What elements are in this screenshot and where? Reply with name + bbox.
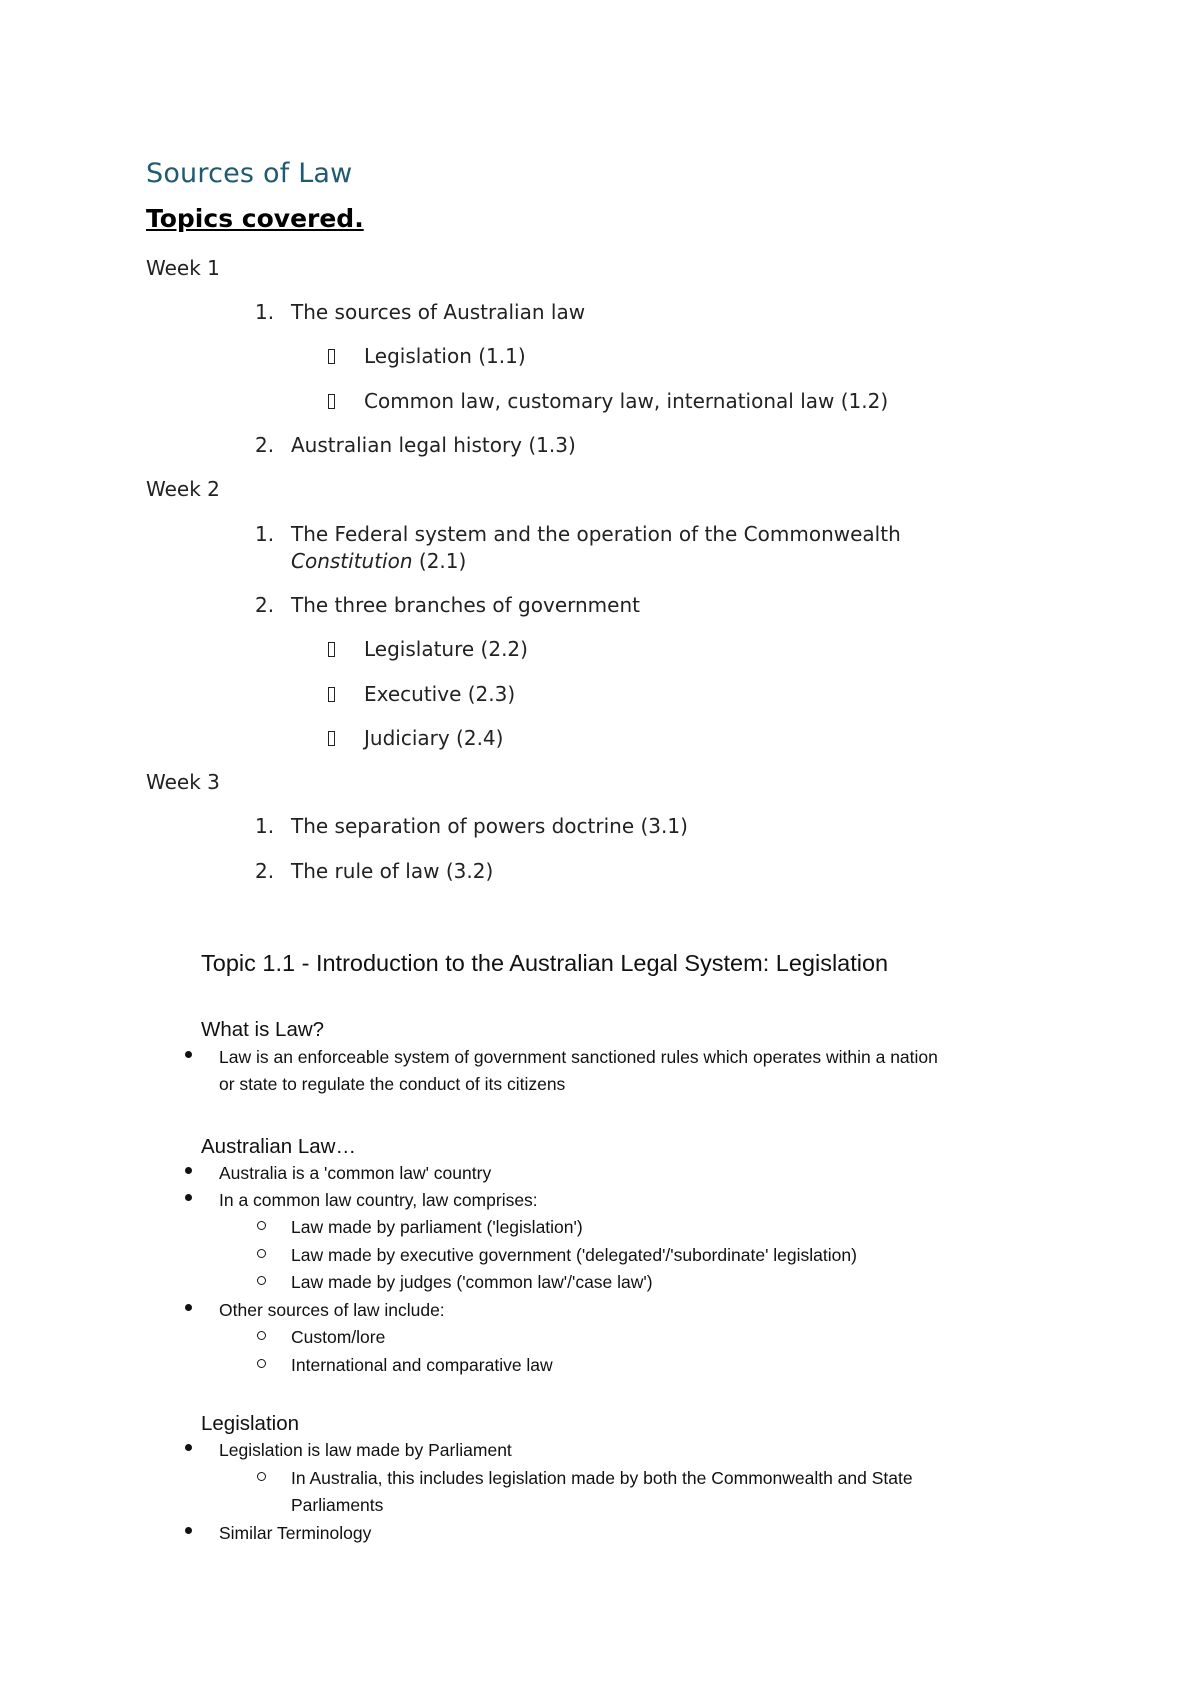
- sub-bullet-text: Custom/lore: [291, 1327, 386, 1347]
- bullet-text: In a common law country, law comprises:: [219, 1190, 538, 1210]
- week-label: Week 1: [146, 256, 220, 280]
- list-item: The separation of powers doctrine (3.1): [291, 814, 688, 838]
- list-item: Australian legal history (1.3): [291, 433, 576, 457]
- sub-bullet-text: Law made by executive government ('delegated'/'subordinate' legislation): [291, 1245, 857, 1265]
- sub-list-item: Judiciary (2.4): [364, 726, 504, 750]
- sub-bullet-text: Law made by parliament ('legislation'): [291, 1217, 583, 1237]
- square-bullet-icon: [328, 349, 335, 364]
- list-item: The sources of Australian law: [291, 300, 586, 324]
- list-number: 1.: [255, 814, 275, 838]
- list-item: The Federal system and the operation of the Commonwealth: [291, 522, 901, 546]
- list-number: 1.: [255, 300, 275, 324]
- list-item-suffix: (2.1): [412, 549, 467, 573]
- sub-bullet-text: International and comparative law: [291, 1355, 553, 1375]
- square-bullet-icon: [328, 687, 335, 702]
- list-number: 2.: [255, 859, 275, 883]
- circle-bullet-icon: [257, 1472, 266, 1481]
- circle-bullet-icon: [257, 1221, 266, 1230]
- circle-bullet-icon: [257, 1359, 266, 1368]
- bullet-text: Australia is a 'common law' country: [219, 1163, 492, 1183]
- section-heading: What is Law?: [201, 1018, 325, 1041]
- square-bullet-icon: [328, 394, 335, 409]
- topic-heading: Topic 1.1 - Introduction to the Australian Legal System: Legislation: [201, 950, 889, 976]
- bullet-text-continuation: or state to regulate the conduct of its citizens: [219, 1074, 566, 1094]
- bullet-icon: [185, 1304, 192, 1311]
- list-number: 2.: [255, 433, 275, 457]
- sub-bullet-text-continuation: Parliaments: [291, 1495, 384, 1515]
- bullet-icon: [185, 1194, 192, 1201]
- section-heading: Legislation: [201, 1412, 300, 1435]
- list-item-continuation: [291, 549, 466, 573]
- italic-term: Constitution: [291, 549, 413, 573]
- bullet-icon: [185, 1527, 192, 1534]
- topics-covered-heading: Topics covered.: [146, 204, 364, 233]
- section-heading: Australian Law…: [201, 1135, 356, 1158]
- week-label: Week 2: [146, 477, 220, 501]
- sub-bullet-text: In Australia, this includes legislation made by both the Commonwealth and State: [291, 1468, 913, 1488]
- square-bullet-icon: [328, 731, 335, 746]
- list-item: The three branches of government: [291, 593, 640, 617]
- document-title: Sources of Law: [146, 158, 353, 189]
- bullet-text: Legislation is law made by Parliament: [219, 1440, 512, 1460]
- sub-list-item: Executive (2.3): [364, 682, 516, 706]
- week-label: Week 3: [146, 770, 220, 794]
- bullet-text: Law is an enforceable system of government sanctioned rules which operates within a nation: [219, 1047, 938, 1067]
- bullet-icon: [185, 1444, 192, 1451]
- bullet-icon: [185, 1167, 192, 1174]
- list-item: The rule of law (3.2): [291, 859, 494, 883]
- square-bullet-icon: [328, 642, 335, 657]
- circle-bullet-icon: [257, 1331, 266, 1340]
- circle-bullet-icon: [257, 1276, 266, 1285]
- bullet-text: Similar Terminology: [219, 1523, 372, 1543]
- sub-list-item: Legislature (2.2): [364, 637, 528, 661]
- sub-bullet-text: Law made by judges ('common law'/'case law'): [291, 1272, 653, 1292]
- sub-list-item: Legislation (1.1): [364, 344, 526, 368]
- bullet-icon: [185, 1051, 192, 1058]
- sub-list-item: Common law, customary law, international law (1.2): [364, 389, 889, 413]
- circle-bullet-icon: [257, 1249, 266, 1258]
- list-number: 2.: [255, 593, 275, 617]
- list-number: 1.: [255, 522, 275, 546]
- bullet-text: Other sources of law include:: [219, 1300, 445, 1320]
